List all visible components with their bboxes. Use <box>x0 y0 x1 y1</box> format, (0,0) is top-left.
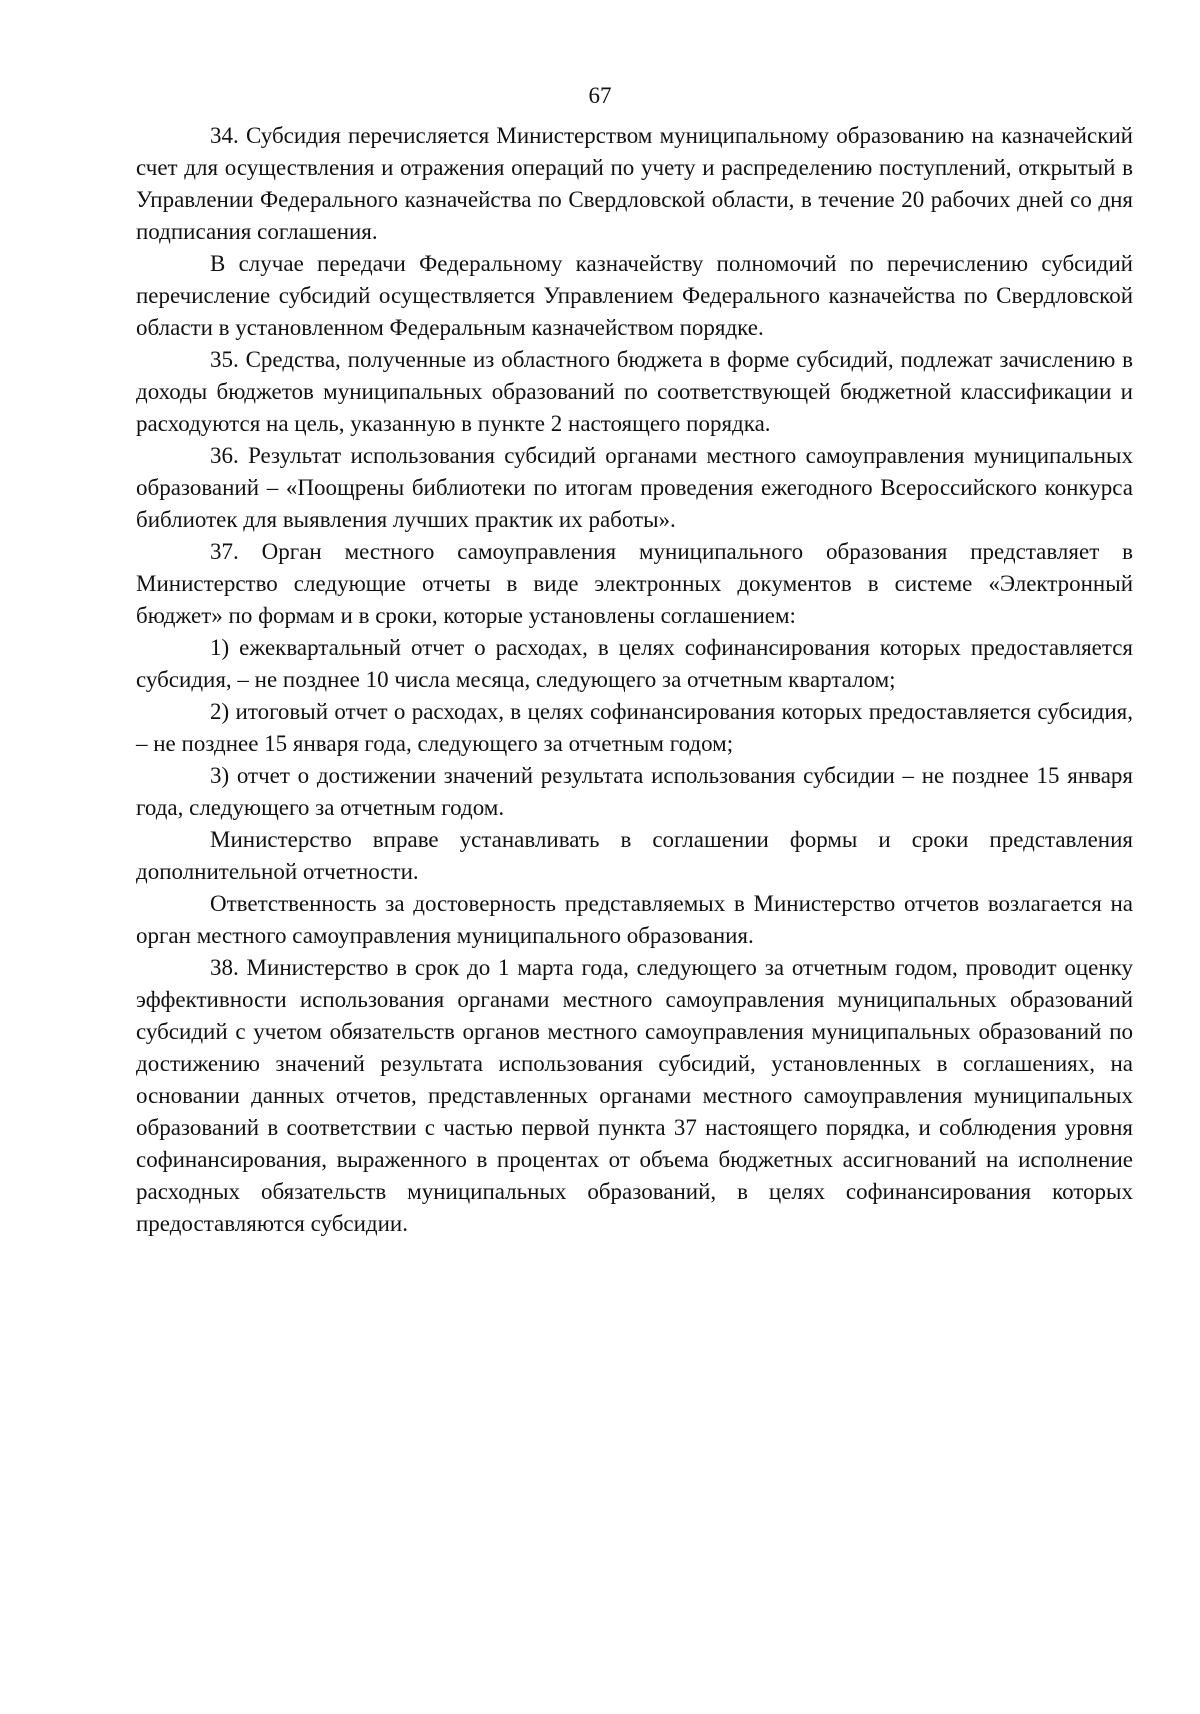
paragraph-34: 34. Субсидия перечисляется Министерством муниципальному образованию на казначейский счет для осуществления и отражения операций по учету и распределению поступлений, открытый в Управлении Федерального казначейства по Свердловской области, в течение 20 рабочих дней со дня подписания соглашения. <box>136 123 1133 244</box>
list-item-quarterly-report: 1) ежеквартальный отчет о расходах, в целях софинансирования которых предоставляется субсидия, – не позднее 10 числа месяца, следующего за отчетным кварталом; <box>136 635 1133 692</box>
paragraph-35: 35. Средства, полученные из областного бюджета в форме субсидий, подлежат зачислению в доходы бюджетов муниципальных образований по соответствующей бюджетной классификации и расходуются на цель, указанную в пункте 2 настоящего порядка. <box>136 347 1133 436</box>
document-body <box>136 120 1133 1240</box>
paragraph-responsibility: Ответственность за достоверность представляемых в Министерство отчетов возлагается на орган местного самоуправления муниципального образования. <box>136 891 1133 948</box>
paragraph-36: 36. Результат использования субсидий органами местного самоуправления муниципальных образований – «Поощрены библиотеки по итогам проведения ежегодного Всероссийского конкурса библиотек для выявления лучших практик их работы». <box>136 443 1133 532</box>
paragraph-38: 38. Министерство в срок до 1 марта года, следующего за отчетным годом, проводит оценку эффективности использования органами местного самоуправления муниципальных образований субсидий с учетом обязательств органов местного самоуправления муниципальных образований по достижению значений результата использования субсидий, установленных в соглашениях, на основании данных отчетов, представленных органами местного самоуправления муниципальных образований в соответствии с частью первой пункта 37 настоящего порядка, и соблюдения уровня софинансирования, выраженного в процентах от объема бюджетных ассигнований на исполнение расходных обязательств муниципальных образований, в целях софинансирования которых предоставляются субсидии. <box>136 955 1133 1236</box>
paragraph-treasury-transfer: В случае передачи Федеральному казначейству полномочий по перечислению субсидий перечисление субсидий осуществляется Управлением Федерального казначейства по Свердловской области в установленном Федеральным казначейством порядке. <box>136 251 1133 340</box>
page-number: 67 <box>588 83 612 108</box>
paragraph-37: 37. Орган местного самоуправления муниципального образования представляет в Министерство следующие отчеты в виде электронных документов в системе «Электронный бюджет» по формам и в сроки, которые установлены соглашением: <box>136 539 1133 628</box>
paragraph-additional-reporting: Министерство вправе устанавливать в соглашении формы и сроки представления дополнительной отчетности. <box>136 827 1133 884</box>
list-item-final-report: 2) итоговый отчет о расходах, в целях софинансирования которых предоставляется субсидия, – не позднее 15 января года, следующего за отчетным годом; <box>136 699 1133 756</box>
list-item-results-report: 3) отчет о достижении значений результата использования субсидии – не позднее 15 января года, следующего за отчетным годом. <box>136 763 1133 820</box>
